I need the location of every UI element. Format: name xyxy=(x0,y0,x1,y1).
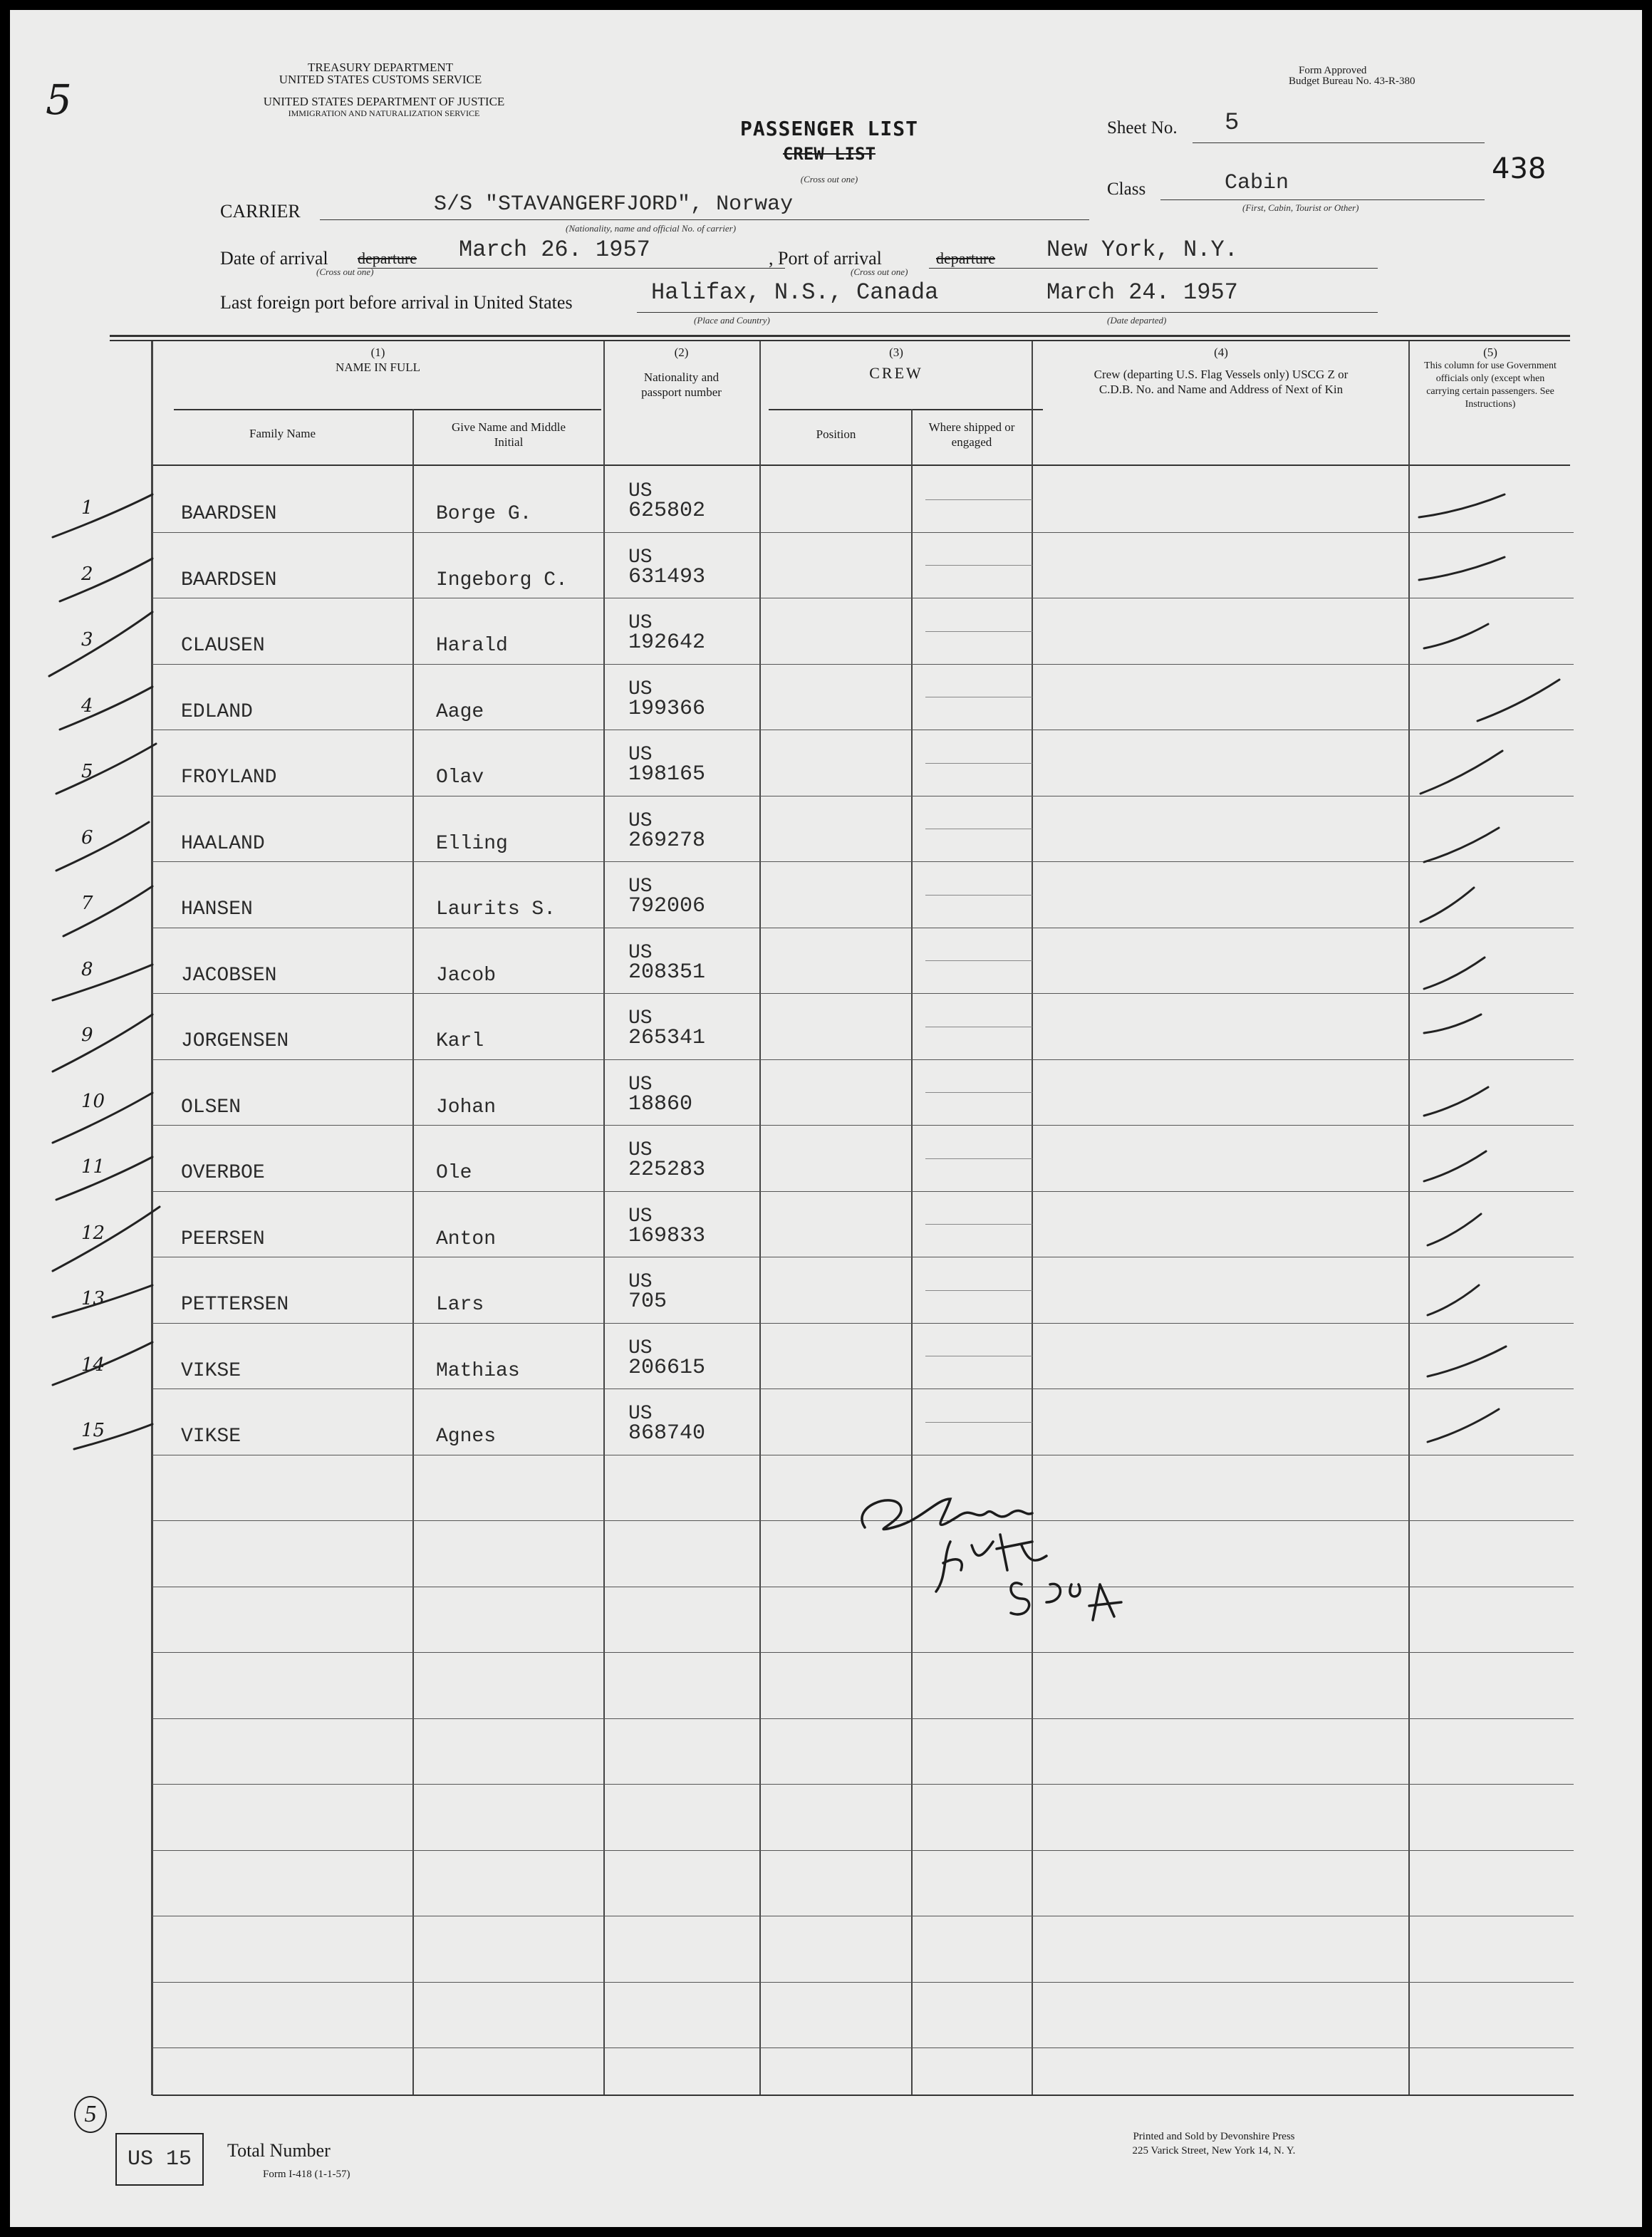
col2-title: Nationality and passport number xyxy=(641,370,722,399)
row-number-strike xyxy=(53,1090,152,1143)
treasury-line: TREASURY DEPARTMENT xyxy=(307,61,454,74)
family-name: CLAUSEN xyxy=(181,635,265,657)
row-number-strike xyxy=(53,965,152,1000)
nationality: US xyxy=(628,876,653,898)
row-number-strike xyxy=(56,744,156,794)
stamp-number: 438 xyxy=(1492,152,1547,185)
check-tick xyxy=(1428,1409,1499,1442)
check-tick xyxy=(1428,1285,1479,1315)
passport-number: 792006 xyxy=(628,894,706,918)
passport-number: 225283 xyxy=(628,1158,706,1182)
given-name: Aage xyxy=(436,700,484,723)
passport-number: 269278 xyxy=(628,828,706,853)
given-name: Elling xyxy=(436,832,508,855)
form-number: Form I-418 (1-1-57) xyxy=(263,2169,350,2180)
check-tick xyxy=(1420,751,1502,794)
arrival-value: March 26. 1957 xyxy=(459,237,650,263)
col4-title: Crew (departing U.S. Flag Vessels only) USCG Z or C.D.B. No. and Name and Address of Next of Kin xyxy=(1093,368,1349,396)
row-number: 12 xyxy=(81,1222,105,1244)
col2-number: (2) xyxy=(674,346,689,359)
check-tick xyxy=(1419,494,1505,517)
corner-mark: 5 xyxy=(46,76,72,124)
given-name: Agnes xyxy=(436,1426,497,1448)
row-number: 13 xyxy=(81,1288,105,1309)
departed-caption: (Date departed) xyxy=(1107,315,1167,326)
given-name: Harald xyxy=(436,635,508,657)
passport-number: 265341 xyxy=(628,1026,706,1050)
sheet-label: Sheet No. xyxy=(1107,118,1178,137)
row-number-strike xyxy=(60,687,152,730)
col3-position-header: Position xyxy=(816,427,856,441)
given-name: Ole xyxy=(436,1162,472,1184)
given-name: Laurits S. xyxy=(436,898,556,920)
port-struck: departure xyxy=(936,249,996,267)
port-value: New York, N.Y. xyxy=(1046,237,1238,263)
passport-number: 631493 xyxy=(628,564,706,589)
passport-number: 198165 xyxy=(628,762,706,787)
circled-number: 5 xyxy=(74,2096,107,2133)
justice-line: UNITED STATES DEPARTMENT OF JUSTICE xyxy=(263,95,505,108)
family-name: PETTERSEN xyxy=(181,1294,289,1316)
nationality: US xyxy=(628,612,653,634)
nationality: US xyxy=(628,678,653,700)
departed-value: March 24. 1957 xyxy=(1046,279,1238,306)
nationality: US xyxy=(628,1007,653,1029)
port-caption: (Cross out one) xyxy=(851,266,908,277)
family-name: VIKSE xyxy=(181,1359,241,1382)
row-number-strike xyxy=(60,559,152,601)
nationality: US xyxy=(628,1139,653,1161)
passport-number: 868740 xyxy=(628,1421,706,1446)
carrier-label: CARRIER xyxy=(220,201,301,222)
given-name: Anton xyxy=(436,1228,497,1250)
manifest-page xyxy=(10,10,1642,2227)
check-tick xyxy=(1424,1151,1486,1181)
row-number-strike xyxy=(53,1342,152,1385)
given-name: Jacob xyxy=(436,964,497,987)
last-port-caption: (Place and Country) xyxy=(694,315,770,326)
row-number: 14 xyxy=(81,1354,105,1376)
check-tick xyxy=(1420,888,1474,922)
nationality: US xyxy=(628,1403,653,1425)
passport-number: 18860 xyxy=(628,1091,693,1116)
given-name: Ingeborg C. xyxy=(436,569,568,591)
cross-out-caption: (Cross out one) xyxy=(800,174,858,185)
col3-shipped-header: Where shipped or engaged xyxy=(928,420,1015,449)
arrival-struck: departure xyxy=(358,249,417,267)
col3-number: (3) xyxy=(889,346,903,359)
signature-mark xyxy=(851,1478,1150,1663)
last-port-value: Halifax, N.S., Canada xyxy=(651,279,939,306)
immigration-line: IMMIGRATION AND NATURALIZATION SERVICE xyxy=(288,108,480,118)
check-tick xyxy=(1428,1346,1506,1376)
nationality: US xyxy=(628,1271,653,1293)
row-number: 1 xyxy=(81,497,93,519)
nationality: US xyxy=(628,941,653,964)
printer-line-2: 225 Varick Street, New York 14, N. Y. xyxy=(1132,2145,1296,2156)
col1-title: NAME IN FULL xyxy=(336,360,420,374)
nationality: US xyxy=(628,809,653,832)
row-number-strike xyxy=(56,822,149,871)
class-caption: (First, Cabin, Tourist or Other) xyxy=(1242,202,1359,213)
family-name: EDLAND xyxy=(181,700,253,723)
col3-title: CREW xyxy=(869,364,923,382)
carrier-value: S/S "STAVANGERFJORD", Norway xyxy=(434,192,794,217)
last-port-label: Last foreign port before arrival in United States xyxy=(220,292,573,313)
check-tick xyxy=(1424,828,1499,862)
row-number: 15 xyxy=(81,1420,105,1441)
family-name: HANSEN xyxy=(181,898,253,920)
given-name: Karl xyxy=(436,1030,484,1052)
row-number: 2 xyxy=(81,563,93,585)
budget-line: Budget Bureau No. 43-R-380 xyxy=(1289,76,1415,87)
family-name: OLSEN xyxy=(181,1096,241,1118)
col5-title: This column for use Government officials only (except when carrying certain passengers. See Instructions) xyxy=(1424,360,1557,410)
total-box: US 15 xyxy=(115,2133,204,2186)
family-name: BAARDSEN xyxy=(181,503,277,525)
given-name: Olav xyxy=(436,767,484,789)
row-number-strike xyxy=(63,886,152,936)
port-label: , Port of arrival xyxy=(769,248,882,269)
row-number: 11 xyxy=(81,1156,105,1178)
row-number-strike xyxy=(53,1285,152,1317)
printer-line-1: Printed and Sold by Devonshire Press xyxy=(1133,2131,1295,2142)
nationality: US xyxy=(628,480,653,502)
col1-family-header: Family Name xyxy=(249,427,316,440)
row-number: 3 xyxy=(81,629,93,650)
form-approved-line: Form Approved xyxy=(1299,65,1367,76)
check-tick xyxy=(1419,557,1505,580)
family-name: JORGENSEN xyxy=(181,1030,289,1052)
row-number: 7 xyxy=(81,893,93,914)
row-number-strike xyxy=(49,612,152,676)
nationality: US xyxy=(628,546,653,569)
check-tick xyxy=(1424,1014,1481,1033)
given-name: Johan xyxy=(436,1096,497,1118)
family-name: HAALAND xyxy=(181,832,265,855)
carrier-caption: (Nationality, name and official No. of carrier) xyxy=(566,223,737,234)
check-tick xyxy=(1477,680,1559,721)
class-label: Class xyxy=(1107,180,1146,199)
family-name: OVERBOE xyxy=(181,1162,265,1184)
row-number-strike xyxy=(74,1424,152,1449)
nationality: US xyxy=(628,1337,653,1359)
row-number-strike xyxy=(53,1207,160,1271)
given-name: Mathias xyxy=(436,1359,520,1382)
passport-number: 705 xyxy=(628,1289,667,1314)
given-name: Lars xyxy=(436,1294,484,1316)
row-number: 10 xyxy=(81,1090,105,1112)
col4-number: (4) xyxy=(1214,346,1228,359)
col1-given-header: Give Name and Middle Initial xyxy=(451,420,566,449)
check-tick xyxy=(1424,1087,1488,1116)
nationality: US xyxy=(628,744,653,766)
family-name: PEERSEN xyxy=(181,1228,265,1250)
printer-note xyxy=(1079,2129,1349,2158)
passport-number: 208351 xyxy=(628,960,706,985)
family-name: FROYLAND xyxy=(181,767,277,789)
passport-number: 192642 xyxy=(628,630,706,655)
col5-number: (5) xyxy=(1483,346,1497,359)
class-value: Cabin xyxy=(1225,171,1289,195)
row-number: 4 xyxy=(81,695,93,717)
row-number-strike xyxy=(53,1014,152,1071)
passport-number: 206615 xyxy=(628,1355,706,1380)
row-number: 5 xyxy=(81,761,93,782)
given-name: Borge G. xyxy=(436,503,532,525)
row-number: 8 xyxy=(81,958,93,980)
passport-number: 625802 xyxy=(628,499,706,523)
col1-number: (1) xyxy=(370,346,385,359)
family-name: BAARDSEN xyxy=(181,569,277,591)
page-title: PASSENGER LIST xyxy=(739,117,918,140)
check-tick xyxy=(1428,1214,1481,1245)
row-number-strike xyxy=(56,1157,152,1200)
arrival-caption: (Cross out one) xyxy=(316,266,374,277)
total-label: Total Number xyxy=(227,2140,331,2161)
sheet-value: 5 xyxy=(1225,110,1240,137)
row-number-strike xyxy=(53,494,152,537)
family-name: JACOBSEN xyxy=(181,964,277,987)
handwriting-overlay xyxy=(10,10,1642,2227)
nationality: US xyxy=(628,1073,653,1096)
row-number: 9 xyxy=(81,1024,93,1046)
row-number: 6 xyxy=(81,826,93,848)
arrival-label: Date of arrival xyxy=(220,248,328,269)
family-name: VIKSE xyxy=(181,1426,241,1448)
nationality: US xyxy=(628,1205,653,1228)
crew-list-struck: CREW LIST xyxy=(782,144,876,164)
passport-number: 199366 xyxy=(628,696,706,721)
bottom-rule xyxy=(152,2095,1574,2096)
check-tick xyxy=(1424,957,1485,989)
customs-line: UNITED STATES CUSTOMS SERVICE xyxy=(279,73,482,86)
check-tick xyxy=(1424,624,1488,648)
passport-number: 169833 xyxy=(628,1223,706,1248)
